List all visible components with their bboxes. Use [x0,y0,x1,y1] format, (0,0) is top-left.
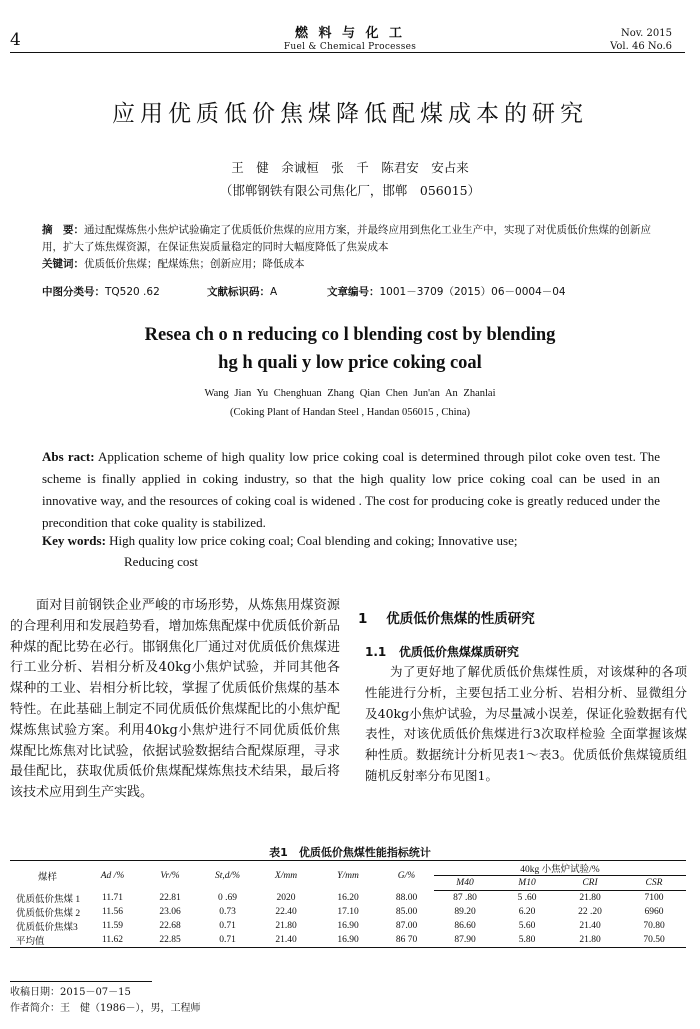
table-cell: 2020 [276,892,296,903]
section-1-heading [358,607,535,627]
table-cell: 22.68 [159,921,181,931]
affiliation-en: (Coking Plant of Handan Steel , Handan 056015 , China) [229,407,470,418]
table-cell: 17.10 [337,907,359,917]
classification-value: TQ520 .62 [105,286,160,298]
col-header-cri: CRI [558,876,622,891]
table-cell: 85.00 [395,907,418,917]
footnote [10,985,200,1017]
table-cell: 89.20 [454,907,476,917]
table-cell: 21.40 [579,921,601,931]
table-cell: 87.90 [434,933,496,948]
body-right-column [365,662,687,787]
table-cell: 16.90 [337,921,359,931]
doc-code-label: 文献标识码： [207,286,270,298]
section-1-number: 1 [358,611,368,627]
body-left-column [10,596,340,804]
table-cell: 16.20 [337,892,359,903]
body-left-paragraph: 面对目前钢铁企业严峻的市场形势，从炼焦用煤资源的合理利用和发展趋势看，增加炼焦配煤中优质低价新品种煤的配比势在必行。邯钢焦化厂通过对优质低价焦煤进行工业分析、岩相分析及40kg小焦炉试验，并同其他各煤种的工业、岩相分析比较，掌握了优质低价焦煤的基本特性。在此基础上制定不同优质低价焦煤配比的小焦炉配煤炼焦试验方案。利用40kg小焦炉进行不同优质低价焦煤配比炼焦对比试验，依据试验数据结合配煤原理，寻求最佳配比，获取优质低价焦煤配煤炼焦技术结果，最后将该技术应用到生产实践。 [10,598,340,801]
table-cell: 87 .80 [453,893,477,903]
col-header-g: G/% [379,861,434,891]
journal-header [0,22,700,52]
col-header-ad: Ad /% [85,861,140,891]
table-cell: 6.20 [518,907,536,917]
table-row [10,933,686,948]
table-cell: 5 .60 [517,893,537,903]
table-cell: 6960 [644,907,664,917]
table-row [10,891,686,906]
table-cell: 11.56 [101,907,124,917]
paper-title-zh: 应用优质低价焦煤降低配煤成本的研究 [112,101,588,127]
abstract-en-text: Application scheme of high quality low price coking coal is determined through pilot coke oven test. The scheme is finally applied in coking industry, so that the high quality low price coking coal can be used in an innovative way, and the resources of coking coal is widened . The cost for producing coke is greatly reduced under the precondition that coke quality is stabilized. [42,449,660,530]
table-row-label: 优质低价焦煤 1 [16,894,81,905]
table-1 [10,860,686,948]
journal-title: 燃 料 与 化 工 [294,26,406,41]
table-cell: 70.50 [622,933,686,948]
section-1-title: 优质低价焦煤的性质研究 [386,611,535,627]
table-cell: 0.73 [219,907,236,917]
table-cell: 70.80 [643,921,665,931]
journal-subtitle: Fuel & Chemical Processes [283,42,417,52]
paper-title-en-line1: Resea ch o n reducing co l blending cost by blending [144,325,556,345]
table-cell: 0.71 [200,933,255,948]
col-header-y: Y/mm [317,861,379,891]
table-1-caption: 表1 优质低价焦煤性能指标统计 [269,846,431,859]
table-cell: 21.80 [579,893,601,903]
table-cell: 88.00 [395,892,418,903]
table-row-label: 优质低价焦煤 2 [16,909,81,919]
paper-title-en [0,321,700,377]
doc-code-value: A [270,286,278,298]
abstract-zh-label: 摘 要： [42,224,84,236]
body-right-paragraph: 为了更好地了解优质低价焦煤性质，对该煤种的各项性能进行分析，主要包括工业分析、岩相分析、显微组分及40kg小焦炉试验，为尽量减小误差，保证化验数据有代表性，对该优质低价焦煤进行3次取样检验 全面掌握该煤种性质。数据统计分析见表1～表3。优质低价焦煤镜质组随机反射率分布见图1。 [365,664,687,783]
table-row [10,905,686,919]
table-cell: 22.40 [275,907,297,917]
col-header-vr: Vr/% [140,861,200,891]
table-cell: 22.85 [140,933,200,948]
page-number: 4 [10,30,21,50]
table-cell: 22 .20 [578,907,602,917]
abstract-en [42,446,660,534]
keywords-en-line1: High quality low price coking coal; Coal blending and coking; Innovative use; [105,533,518,548]
issue-info [610,27,672,53]
table-cell: 11.71 [101,892,124,903]
col-header-sample: 煤样 [10,861,85,891]
header-rule [10,52,685,53]
article-id-label: 文章编号： [327,286,380,298]
footnote-rule [10,981,152,982]
table-cell: 5.80 [496,933,558,948]
table-cell: 7100 [644,893,664,903]
issue-date: Nov. 2015 [620,28,672,39]
table-cell: 0.71 [219,921,236,931]
table-row-label: 平均值 [10,933,85,948]
authors-en: Wang Jian Yu Chenghuan Zhang Qian Chen Jun'an An Zhanlai [204,388,496,399]
section-1-1-number: 1.1 [365,645,387,659]
abstract-en-label: Abs ract: [42,449,95,464]
classification-label: 中图分类号： [42,286,105,298]
footnote-author-bio: 作者简介：王 健（1986－），男，工程师 [10,1003,201,1014]
abstract-zh [42,222,662,273]
affiliation-zh: （邯郸钢铁有限公司焦化厂，邯郸 056015） [219,183,481,198]
table-cell: 0 .69 [218,892,237,903]
col-header-m40: M40 [434,876,496,891]
table-cell: 87.00 [395,921,418,931]
table-cell: 86 70 [379,933,434,948]
col-header-csr: CSR [622,876,686,891]
keywords-zh-label: 关键词： [42,258,84,270]
table-row [10,919,686,933]
table-cell: 23.06 [159,907,181,917]
table-cell: 86.60 [454,921,476,931]
keywords-en-line2: Reducing cost [124,554,199,569]
keywords-en-label: Key words: [42,533,106,548]
footnote-received: 收稿日期：2015－07－15 [10,987,131,998]
table-cell: 21.40 [255,933,317,948]
col-group-header: 40kg 小焦炉试验/% [434,861,686,876]
table-1-body [10,891,686,948]
table-cell: 21.80 [558,933,622,948]
volume: Vol. 46 No.6 [610,41,672,52]
table-cell: 11.62 [85,933,140,948]
paper-title-en-line2: hg h quali y low price coking coal [218,353,482,373]
table-cell: 5.60 [518,921,536,931]
keywords-zh-text: 优质低价焦煤；配煤炼焦；创新应用；降低成本 [84,258,305,270]
col-header-x: X/mm [255,861,317,891]
keywords-en [42,530,660,572]
col-header-std: St,d/% [200,861,255,891]
table-cell: 22.81 [159,892,181,903]
section-1-1-heading [365,643,519,660]
table-cell: 11.59 [101,921,124,931]
authors-zh: 王 健 余诚桓 张 千 陈君安 安占来 [231,160,469,175]
abstract-zh-text: 通过配煤炼焦小焦炉试验确定了优质低价焦煤的应用方案，并最终应用到焦化工业生产中，实现了对优质低价焦煤的创新应用，扩大了炼焦煤资源，在保证焦炭质量稳定的同时大幅度降低了焦炭成本 [42,224,651,253]
table-row-label: 优质低价焦煤3 [16,923,78,933]
table-cell: 21.80 [275,921,297,931]
classification-row [42,284,566,299]
table-cell: 16.90 [317,933,379,948]
col-header-m10: M10 [496,876,558,891]
article-id-value: 1001－3709（2015）06－0004－04 [379,286,566,298]
section-1-1-title: 优质低价焦煤煤质研究 [398,645,519,659]
